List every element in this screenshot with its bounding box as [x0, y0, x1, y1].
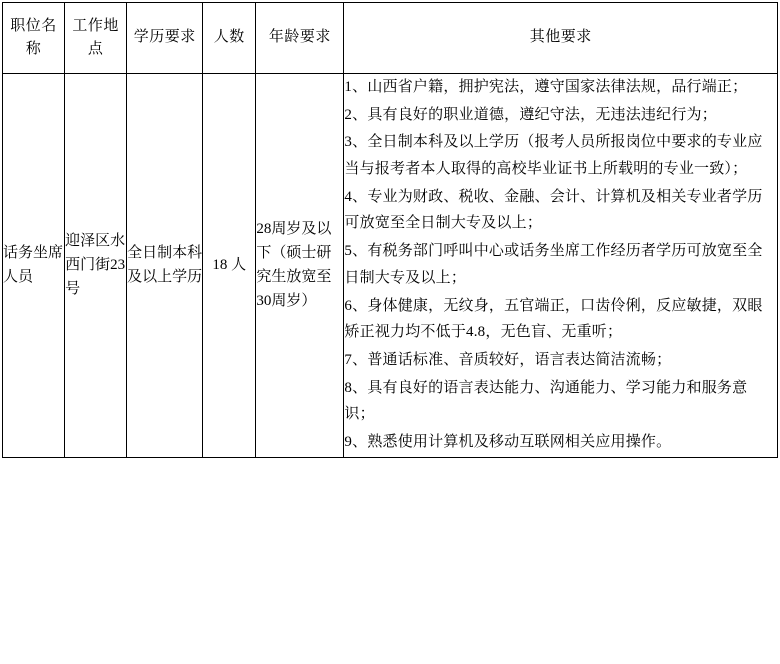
table-row [3, 74, 778, 458]
requirement-item: 8、具有良好的语言表达能力、沟通能力、学习能力和服务意识； [344, 379, 748, 423]
table-body [3, 74, 778, 458]
cell-education: 全日制本科及以上学历 [127, 74, 203, 458]
requirement-item: 9、熟悉使用计算机及移动互联网相关应用操作。 [344, 433, 672, 450]
requirement-item: 4、专业为财政、税收、金融、会计、计算机及相关专业者学历可放宽至全日制大专及以上； [344, 188, 763, 232]
column-header-count-label: 人数 [213, 29, 245, 46]
requirement-item: 7、普通话标准、音质较好，语言表达简洁流畅； [344, 351, 672, 368]
column-header-other [344, 3, 778, 74]
column-header-age [256, 3, 344, 74]
column-header-education [127, 3, 203, 74]
column-header-other-label: 其他要求 [529, 29, 592, 46]
table-header [3, 3, 778, 74]
job-requirements-table [2, 2, 778, 458]
table-header-row [3, 3, 778, 74]
requirement-item: 1、山西省户籍，拥护宪法，遵守国家法律法规，品行端正； [344, 79, 748, 95]
column-header-count [203, 3, 256, 74]
column-header-location-label: 工作地点 [72, 17, 119, 57]
column-header-age-label: 年龄要求 [268, 29, 331, 46]
column-header-position-label: 职位名称 [10, 17, 57, 57]
requirement-item: 3、全日制本科及以上学历（报考人员所报岗位中要求的专业应当与报考者本人取得的高校毕业证书上所载明的专业一致）； [344, 134, 763, 178]
requirement-item: 2、具有良好的职业道德，遵纪守法，无违法违纪行为； [344, 106, 717, 123]
cell-count: 18 人 [203, 74, 256, 458]
document-page [0, 2, 780, 664]
cell-location: 迎泽区水西门街23号 [65, 74, 127, 458]
requirement-item: 5、有税务部门呼叫中心或话务坐席工作经历者学历可放宽至全日制大专及以上； [344, 243, 763, 286]
cell-other-requirements [344, 74, 778, 458]
column-header-education-label: 学历要求 [133, 29, 196, 46]
column-header-position [3, 3, 65, 74]
column-header-location [65, 3, 127, 74]
requirement-item: 6、身体健康，无纹身，五官端正，口齿伶俐，反应敏捷，双眼矫正视力均不低于4.8，无色盲、无重听； [344, 297, 763, 341]
cell-position: 话务坐席人员 [3, 74, 65, 458]
cell-age: 28周岁及以下（硕士研究生放宽至30周岁） [256, 74, 344, 458]
